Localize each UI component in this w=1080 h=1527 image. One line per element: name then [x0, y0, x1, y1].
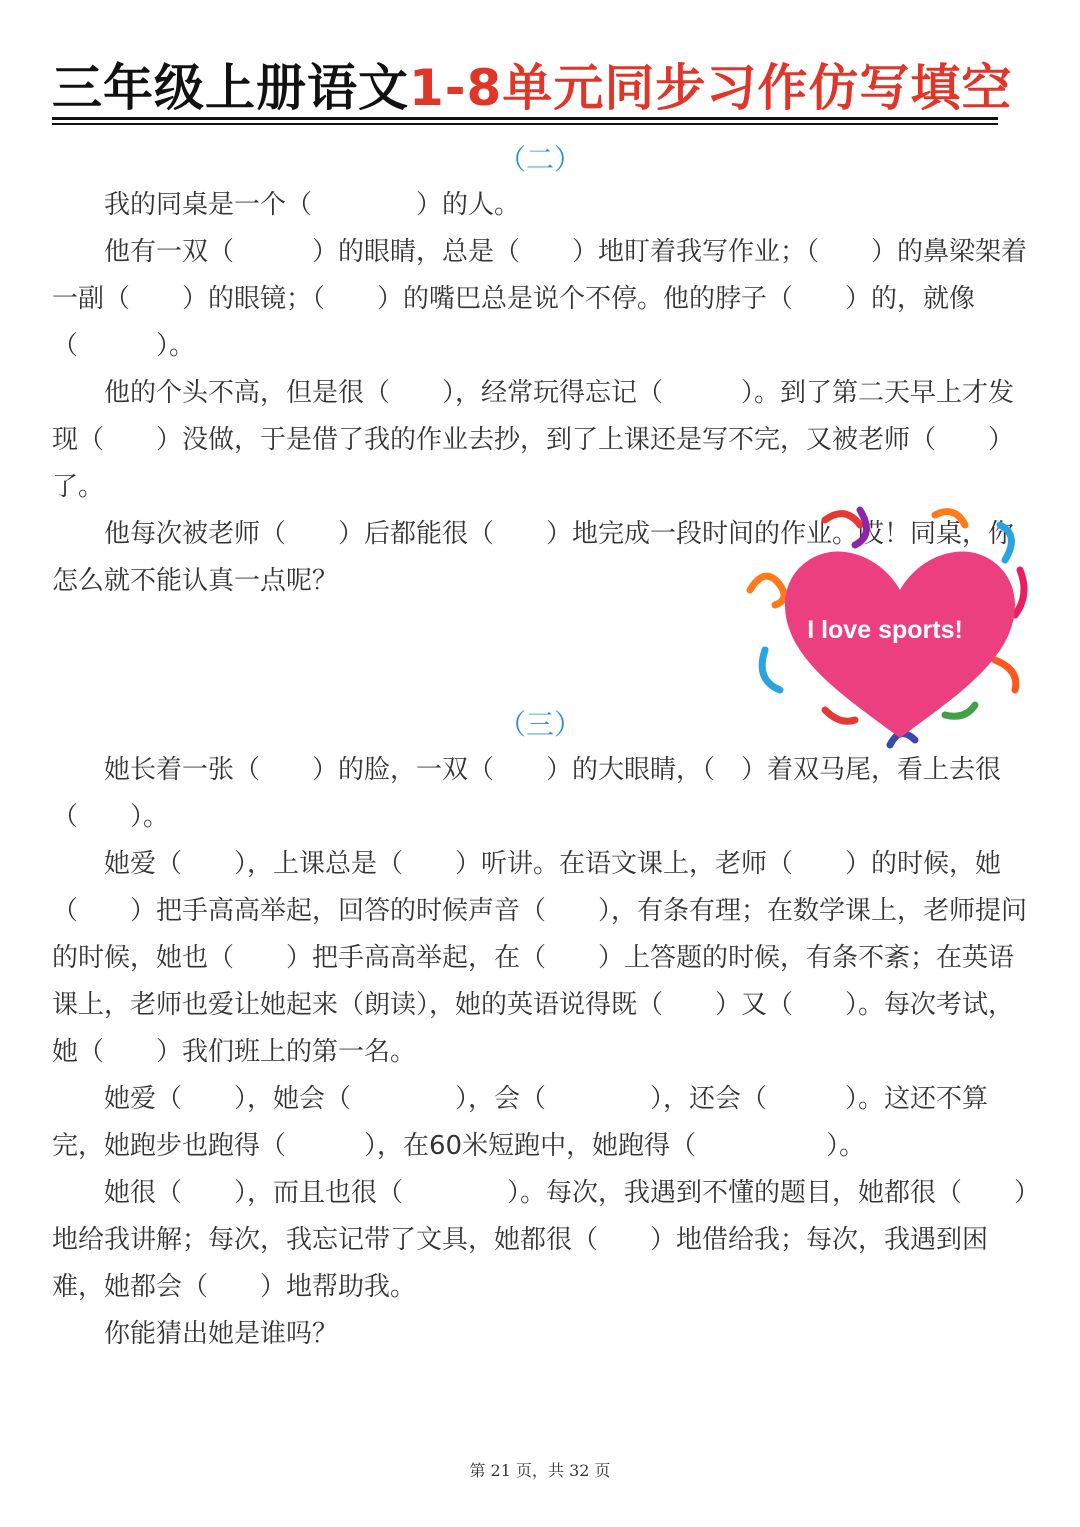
gymnast-figure-icon — [935, 512, 965, 525]
paragraph: 她爱（ ），上课总是（ ）听讲。在语文课上，老师（ ）的时候，她（ ）把手高高举起，回答的时候声音（ ），有条有理；在数学课上，老师提问的时候，她也（ ）把手高高举起，在（ ）上答题的时候，有条不紊；在英语课上，老师也爱让她起来（朗读），她的英语说得既（ ）又（ ）。每次考试，她（ ）我们班上的第一名。 — [52, 849, 1028, 1067]
paragraph: 她长着一张（ ）的脸，一双（ ）的大眼睛，（ ）着双马尾，看上去很（ ）。 — [52, 755, 1002, 832]
gymnast-figure-icon — [750, 576, 784, 605]
gymnast-figure-icon — [825, 514, 860, 525]
gymnast-figure-icon — [945, 705, 975, 716]
title-rule-thick — [52, 117, 998, 120]
page-title — [52, 56, 1013, 120]
section-3-text — [52, 747, 1027, 1358]
paragraph: 他有一双（ ）的眼睛，总是（ ）地盯着我写作业；（ ）的鼻梁架着一副（ ）的眼镜；（ ）的嘴巴总是说个不停。他的脖子（ ）的，就像（ ）。 — [52, 237, 1028, 361]
gymnast-figure-icon — [1000, 525, 1011, 560]
title-black-part: 三年级上册语文 — [52, 59, 409, 117]
title-red-part: 1-8单元同步习作仿写填空 — [409, 59, 1013, 117]
gymnast-figure-icon — [995, 660, 1016, 690]
heart-shape — [785, 552, 1015, 738]
sticker-text: I love sports! — [807, 616, 963, 644]
page-number: 第 21 页，共 32 页 — [469, 1461, 611, 1480]
paragraph: 他每次被老师（ ）后都能很（ ）地完成一段时间的作业。哎！同桌，你怎么就不能认真一点呢？ — [52, 519, 1015, 596]
section-heading-2: （二） — [497, 143, 582, 176]
paragraph: 你能猜出她是谁吗？ — [52, 1319, 339, 1349]
sports-heart-sticker — [730, 500, 1050, 770]
paragraph: 她爱（ ），她会（ ），会（ ），还会（ ）。这还不算完，她跑步也跑得（ ），在60米短跑中，她跑得（ ）。 — [52, 1084, 989, 1161]
section-heading-3: （三） — [497, 708, 582, 741]
paragraph: 他的个头不高，但是很（ ），经常玩得忘记（ ）。到了第二天早上才发现（ ）没做，于是借了我的作业去抄，到了上课还是写不完，又被老师（ ）了。 — [52, 378, 1015, 502]
heart-illustration — [730, 500, 1050, 770]
paragraph: 我的同桌是一个（ ）的人。 — [52, 190, 521, 220]
gymnast-figure-icon — [1015, 570, 1024, 615]
title-rule-thin — [52, 123, 998, 125]
gymnast-figure-icon — [825, 710, 855, 721]
paragraph: 她很（ ），而且也很（ ）。每次，我遇到不懂的题目，她都很（ ）地给我讲解；每次，我忘记带了文具，她都很（ ）地借给我；每次，我遇到困难，她都会（ ）地帮助我。 — [52, 1178, 1028, 1302]
gymnast-figure-icon — [762, 650, 780, 690]
